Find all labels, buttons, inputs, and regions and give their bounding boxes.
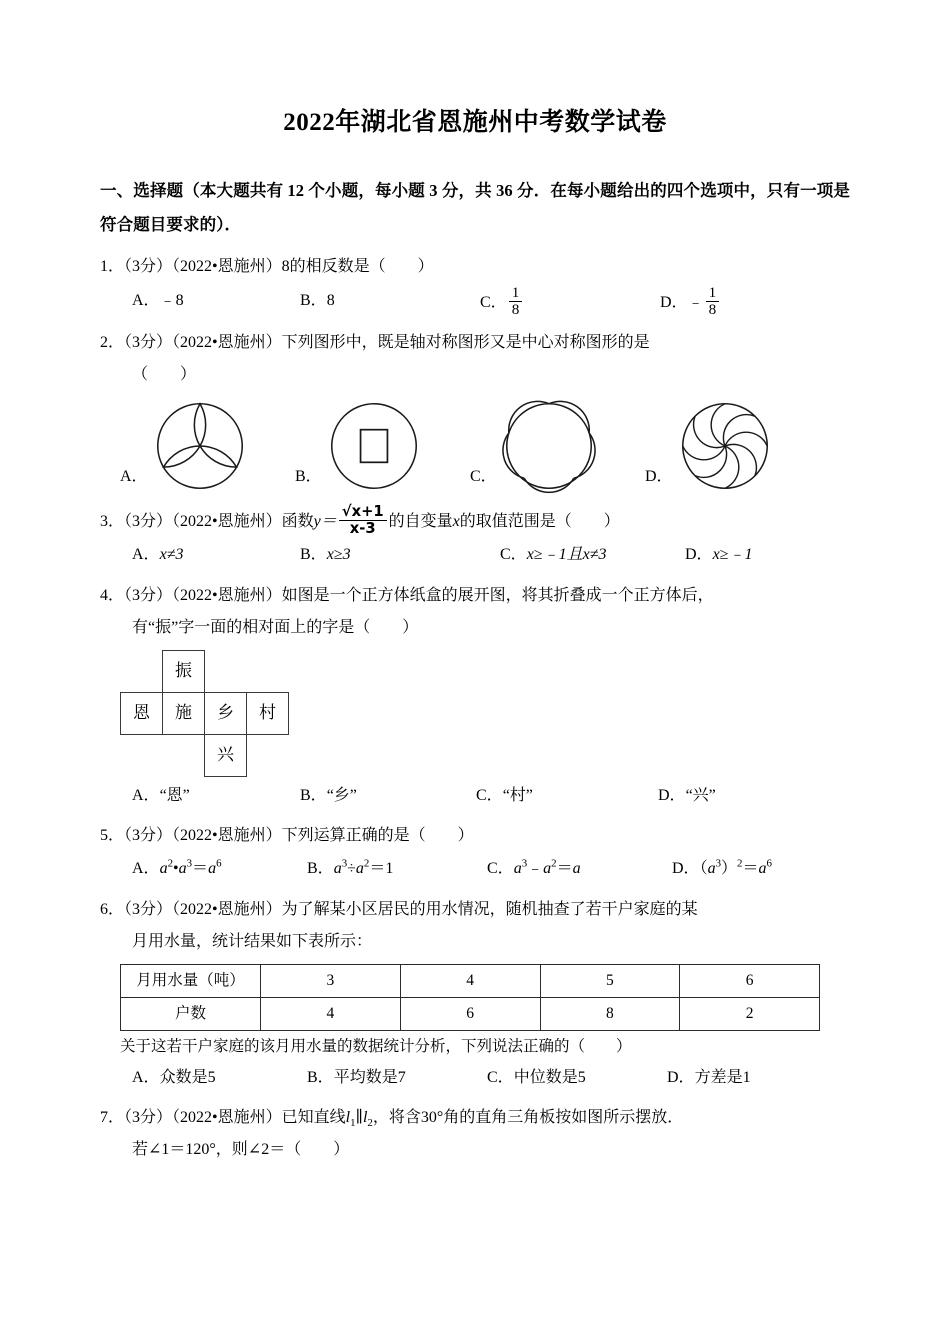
question-1-number: 1．	[100, 257, 125, 275]
question-3-source: （2022•恩施州）	[172, 512, 282, 530]
question-5-option-a[interactable]: A．$a^2•a^3=a^6$	[132, 857, 222, 878]
question-2-stem-line-2: （ ）	[132, 366, 197, 384]
question-6-option-d[interactable]: D．方差是1	[667, 1069, 751, 1087]
question-6-stem-line-2: 月用水量，统计结果如下表所示：	[132, 932, 373, 950]
question-1-stem	[100, 251, 850, 283]
question-6	[100, 894, 850, 1094]
cube-net-cell-cun: 村	[247, 692, 289, 734]
table-cell-water-3: 5	[540, 964, 680, 997]
question-3-option-a[interactable]: A．x≠3	[132, 546, 184, 564]
question-2-source: （2022•恩施州）	[172, 334, 282, 352]
question-2-option-a[interactable]	[120, 397, 295, 495]
question-5-options	[100, 854, 850, 885]
question-4-options	[100, 781, 850, 812]
question-2-option-b-label: B．	[295, 468, 322, 486]
question-3-option-b[interactable]: B．x≥3	[300, 546, 351, 564]
cube-net-table	[120, 650, 289, 777]
question-3-score: （3分）	[124, 512, 173, 530]
table-cell-household-3: 8	[540, 997, 680, 1030]
water-usage-table	[120, 964, 820, 1031]
question-1-option-b[interactable]: B．8	[300, 292, 335, 310]
question-2-option-d-label: D．	[645, 468, 673, 486]
table-cell-water-1: 3	[261, 964, 401, 997]
question-3-option-c[interactable]: C．x≥﹣1且x≠3	[500, 546, 607, 564]
cube-net-cell-zhen: 振	[163, 650, 205, 692]
cube-net-cell-empty	[247, 650, 289, 692]
cube-net-row-middle	[121, 692, 289, 734]
question-4	[100, 580, 850, 812]
question-2-option-a-label: A．	[120, 468, 148, 486]
question-1	[100, 251, 850, 319]
question-5-stem: 5．（3分）（2022•恩施州）下列运算正确的是（ ）	[100, 827, 474, 845]
question-2-stem-line-1: 2．（3分）（2022•恩施州）下列图形中，既是轴对称图形又是中心对称图形的是	[100, 334, 650, 352]
question-6-note: 关于这若干户家庭的该月用水量的数据统计分析，下列说法正确的（ ）	[120, 1037, 632, 1055]
question-2-score: （3分）	[124, 334, 173, 352]
square-in-circle-icon	[326, 397, 422, 495]
question-2-option-c[interactable]	[470, 397, 645, 495]
cube-net-row-bottom	[121, 734, 289, 776]
table-cell-water-4: 6	[680, 964, 820, 997]
question-4-stem-line-2: 有“振”字一面的相对面上的字是（ ）	[132, 618, 419, 636]
question-3	[100, 504, 850, 570]
question-6-option-a[interactable]: A．众数是5	[132, 1069, 216, 1087]
question-1-source: （2022•恩施州）	[172, 257, 282, 275]
table-cell-household-1: 4	[261, 997, 401, 1030]
table-row-water-usage	[121, 964, 820, 997]
question-7-source: （2022•恩施州）	[172, 1109, 282, 1127]
question-7-stem-line-1	[100, 1102, 850, 1134]
question-7-score: （3分）	[124, 1109, 173, 1127]
question-4-option-d[interactable]: D．“兴”	[658, 786, 716, 804]
pinwheel-circle-icon	[677, 397, 773, 495]
question-2-number: 2．	[100, 334, 125, 352]
question-6-source: （2022•恩施州）	[172, 900, 282, 918]
page-title: 2022年湖北省恩施州中考数学试卷	[283, 109, 667, 136]
question-5	[100, 820, 850, 885]
cube-net-cell-empty	[163, 734, 205, 776]
cube-net-cell-en: 恩	[121, 692, 163, 734]
question-4-option-a[interactable]: A．“恩”	[132, 786, 190, 804]
trefoil-circle-icon	[152, 397, 248, 495]
question-4-source: （2022•恩施州）	[172, 586, 282, 604]
question-2-option-c-label: C．	[470, 468, 497, 486]
question-6-option-c[interactable]: C．中位数是5	[487, 1069, 586, 1087]
table-header-water-usage: 月用水量（吨）	[121, 964, 261, 997]
question-3-options	[100, 540, 850, 571]
question-5-score: （3分）	[124, 827, 173, 845]
question-5-option-b[interactable]: B．$a^3\div a^2=1$	[307, 857, 394, 878]
question-1-option-c[interactable]: C． $\frac{1}{8}$	[480, 285, 660, 319]
question-2-option-d[interactable]	[645, 397, 820, 495]
question-1-option-a[interactable]: A．﹣8	[132, 292, 184, 310]
cube-net-cell-empty	[121, 734, 163, 776]
question-6-option-b[interactable]: B．平均数是7	[307, 1069, 406, 1087]
question-1-score: （3分）	[124, 257, 173, 275]
fraction-one-eighth: $\frac{1}{8}$	[509, 285, 523, 318]
question-2-option-b[interactable]	[295, 397, 470, 495]
table-row-households	[121, 997, 820, 1030]
question-1-text: 8的相反数是（ ）	[281, 257, 434, 275]
question-1-options	[100, 285, 850, 319]
question-5-option-d[interactable]: D．$(a^3)^2=a^6$	[672, 857, 772, 878]
cube-net-row-top	[121, 650, 289, 692]
question-4-option-c[interactable]: C．“村”	[476, 786, 533, 804]
cube-net-cell-empty	[247, 734, 289, 776]
table-cell-household-4: 2	[680, 997, 820, 1030]
cube-net-diagram	[100, 650, 850, 777]
table-cell-water-2: 4	[400, 964, 540, 997]
cube-net-cell-shi: 施	[163, 692, 205, 734]
question-4-stem-line-1: 4．（3分）（2022•恩施州）如图是一个正方体纸盒的展开图，将其折叠成一个正方体后，	[100, 586, 714, 604]
function-fraction: $\frac{√x+1}{x-3}$	[339, 504, 387, 536]
fraction-neg-one-eighth: $\frac{1}{8}$	[706, 285, 720, 318]
question-6-options	[100, 1063, 850, 1094]
question-6-number: 6．	[100, 900, 125, 918]
question-5-source: （2022•恩施州）	[172, 827, 282, 845]
question-3-stem: 3．（3分）（2022•恩施州）函数y＝ $\frac{√x+1}{x-3}$ 的自变量x的取值范围是（ ）	[100, 503, 620, 537]
cube-net-cell-xing: 兴	[205, 734, 247, 776]
cube-net-cell-empty	[205, 650, 247, 692]
section-heading: 一、选择题（本大题共有 12 个小题，每小题 3 分，共 36 分．在每小题给出的四个选项中，只有一项是符合题目要求的）．	[100, 181, 850, 234]
question-3-option-d[interactable]: D．x≥﹣1	[685, 546, 753, 564]
table-header-households: 户数	[121, 997, 261, 1030]
question-4-number: 4．	[100, 586, 125, 604]
question-7	[100, 1102, 850, 1166]
question-7-text-1: 已知直线$l_1\parallel l_2$，将含30°角的直角三角板按如图所示摆放．	[281, 1109, 684, 1130]
question-6-stem-line-1: 6．（3分）（2022•恩施州）为了解某小区居民的用水情况，随机抽查了若干户家庭的某	[100, 900, 698, 918]
question-6-score: （3分）	[124, 900, 173, 918]
question-2	[100, 327, 850, 495]
question-4-score: （3分）	[124, 586, 173, 604]
cube-net-cell-empty	[121, 650, 163, 692]
question-7-number: 7．	[100, 1109, 125, 1127]
table-cell-household-2: 6	[400, 997, 540, 1030]
question-1-option-d[interactable]: D．﹣ $\frac{1}{8}$	[660, 285, 721, 319]
question-5-option-c[interactable]: C．$a^3﹣a^2=a$	[487, 857, 581, 878]
question-7-stem-line-2: 若∠1＝120°，则∠2＝（ ）	[132, 1141, 350, 1159]
question-3-number: 3．	[100, 512, 125, 530]
water-usage-table-wrapper	[100, 964, 850, 1031]
question-2-figures	[100, 397, 850, 495]
question-4-option-b[interactable]: B．“乡”	[300, 786, 357, 804]
question-5-number: 5．	[100, 827, 125, 845]
five-arc-star-circle-icon	[501, 397, 597, 495]
cube-net-cell-xiang: 乡	[205, 692, 247, 734]
